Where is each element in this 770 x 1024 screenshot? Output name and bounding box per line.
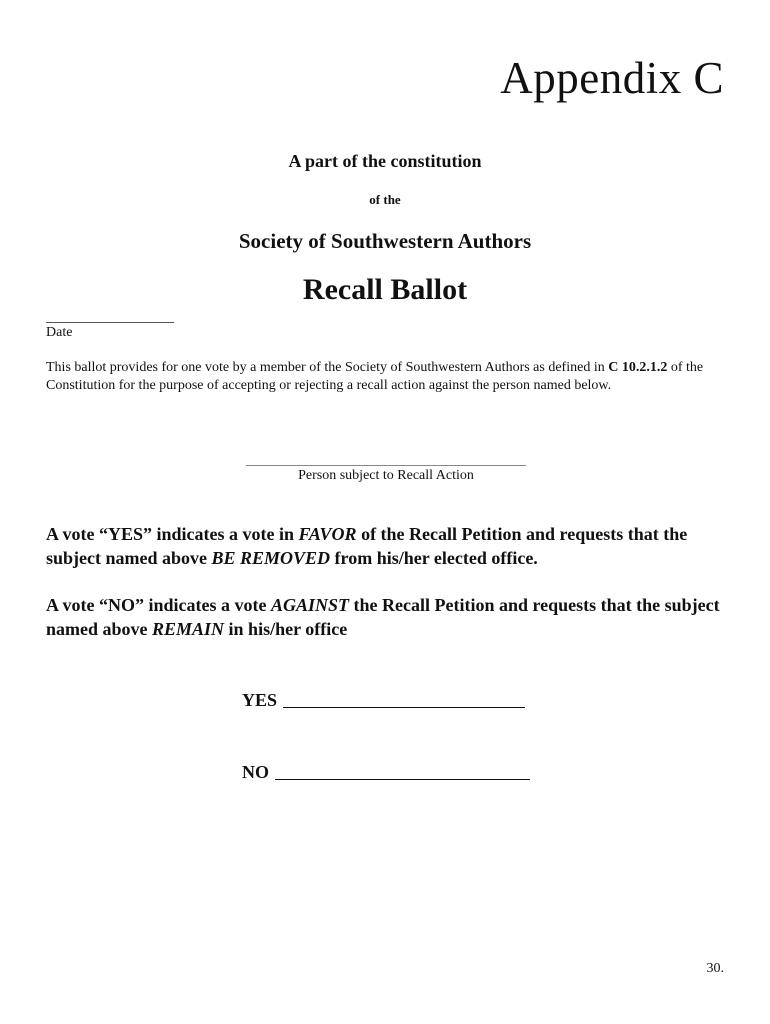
vote-no-explanation <box>46 593 746 641</box>
person-subject-label: Person subject to Recall Action <box>298 468 474 483</box>
no-label: NO <box>242 762 269 782</box>
intro-text-2: of the Constitution for the purpose of accepting or rejecting a recall action against the person named below. <box>46 360 704 393</box>
appendix-heading: Appendix C <box>500 53 724 103</box>
constitution-reference: C 10.2.1.2 <box>608 360 668 375</box>
vote-no-text-c: the Recall Petition and requests that the subject named above <box>46 595 720 639</box>
vote-no-text-a: A vote “NO” indicates a vote <box>46 595 271 615</box>
page-number: 30. <box>706 961 724 976</box>
vote-no-emphasis-against: AGAINST <box>270 595 350 615</box>
vote-no-text-e: in his/her office <box>224 619 348 639</box>
page-title: Recall Ballot <box>302 273 468 306</box>
society-name: Society of Southwestern Authors <box>238 229 532 253</box>
vote-yes-explanation <box>46 522 746 570</box>
constitution-line: A part of the constitution <box>288 151 482 171</box>
person-name-line <box>246 465 526 466</box>
date-signature-line <box>46 322 174 323</box>
vote-yes-emphasis-favor: FAVOR <box>298 524 357 544</box>
intro-paragraph <box>46 359 736 395</box>
vote-yes-text-a: A vote “YES” indicates a vote in <box>46 524 299 544</box>
yes-mark-field[interactable] <box>283 707 525 708</box>
no-mark-field[interactable] <box>275 779 530 780</box>
vote-yes-emphasis-removed: BE REMOVED <box>211 548 331 568</box>
yes-choice <box>242 688 525 712</box>
vote-yes-text-e: from his/her elected office. <box>330 548 538 568</box>
intro-text-1: This ballot provides for one vote by a member of the Society of Southwestern Authors as defined in <box>46 360 609 375</box>
yes-label: YES <box>242 690 278 710</box>
vote-yes-text-c: of the Recall Petition and requests that the subject named above <box>46 524 688 568</box>
date-label: Date <box>46 325 73 340</box>
of-the-line: of the <box>369 192 401 207</box>
no-choice <box>242 760 530 784</box>
vote-no-emphasis-remain: REMAIN <box>152 619 225 639</box>
